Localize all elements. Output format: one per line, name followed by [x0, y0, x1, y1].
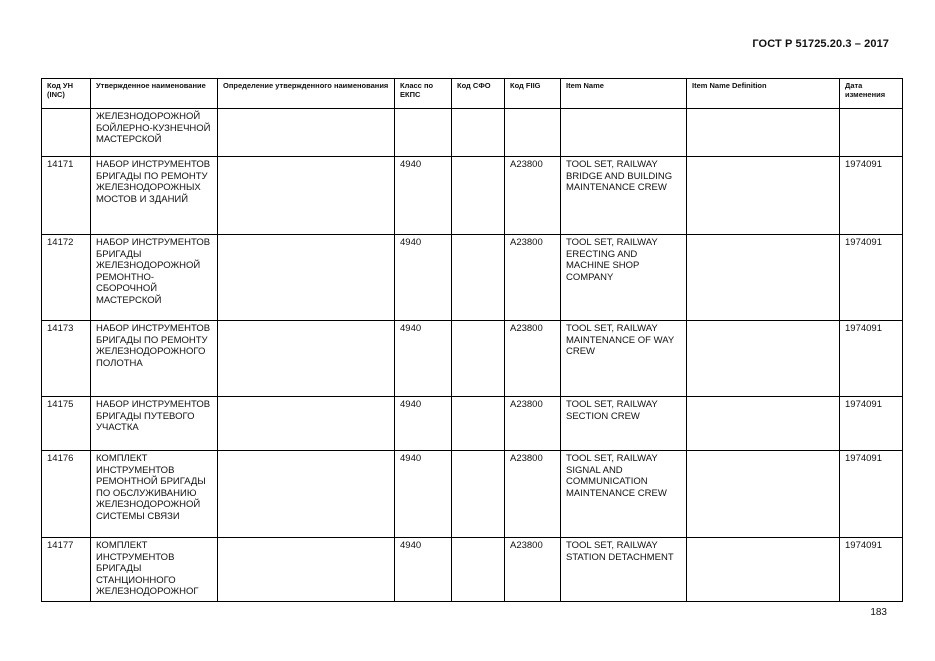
cell-name: ЖЕЛЕЗНОДОРОЖНОЙ БОЙЛЕРНО-КУЗНЕЧНОЙ МАСТЕРСКОЙ: [91, 109, 218, 157]
cell-inc: 14172: [42, 235, 91, 321]
cell-name: КОМПЛЕКТ ИНСТРУМЕНТОВ БРИГАДЫ СТАНЦИОННОГО ЖЕЛЕЗНОДОРОЖНОГ: [91, 538, 218, 602]
cell-inc: 14171: [42, 157, 91, 235]
cell-item-definition: [687, 157, 840, 235]
table-row: [42, 321, 903, 397]
cell-name: НАБОР ИНСТРУМЕНТОВ БРИГАДЫ ПУТЕВОГО УЧАСТКА: [91, 397, 218, 451]
cell-inc: 14173: [42, 321, 91, 397]
cell-item-name: TOOL SET, RAILWAY SIGNAL AND COMMUNICATION MAINTENANCE CREW: [561, 451, 687, 538]
cell-item-name: TOOL SET, RAILWAY ERECTING AND MACHINE SHOP COMPANY: [561, 235, 687, 321]
cell-item-name: TOOL SET, RAILWAY MAINTENANCE OF WAY CREW: [561, 321, 687, 397]
cell-definition: [218, 235, 395, 321]
cell-item-name: TOOL SET, RAILWAY BRIDGE AND BUILDING MAINTENANCE CREW: [561, 157, 687, 235]
cell-sfo: [452, 235, 505, 321]
cell-name: НАБОР ИНСТРУМЕНТОВ БРИГАДЫ ПО РЕМОНТУ ЖЕЛЕЗНОДОРОЖНЫХ МОСТОВ И ЗДАНИЙ: [91, 157, 218, 235]
cell-definition: [218, 397, 395, 451]
cell-date: 1974091: [840, 157, 903, 235]
cell-ekps: 4940: [395, 321, 452, 397]
col-header-date: Дата изменения: [840, 79, 903, 109]
cell-fiig: A23800: [505, 157, 561, 235]
cell-item-name: TOOL SET, RAILWAY STATION DETACHMENT: [561, 538, 687, 602]
table-row: [42, 538, 903, 602]
cell-definition: [218, 157, 395, 235]
cell-fiig: A23800: [505, 451, 561, 538]
col-header-sfo: Код СФО: [452, 79, 505, 109]
table-row: [42, 157, 903, 235]
cell-ekps: 4940: [395, 451, 452, 538]
cell-definition: [218, 538, 395, 602]
cell-definition: [218, 321, 395, 397]
cell-definition: [218, 109, 395, 157]
col-header-item-name: Item Name: [561, 79, 687, 109]
cell-ekps: [395, 109, 452, 157]
cell-item-definition: [687, 235, 840, 321]
cell-definition: [218, 451, 395, 538]
cell-fiig: A23800: [505, 321, 561, 397]
cell-inc: [42, 109, 91, 157]
cell-item-definition: [687, 109, 840, 157]
table-row: [42, 109, 903, 157]
cell-date: 1974091: [840, 397, 903, 451]
cell-sfo: [452, 321, 505, 397]
cell-sfo: [452, 157, 505, 235]
cell-inc: 14177: [42, 538, 91, 602]
col-header-fiig: Код FIIG: [505, 79, 561, 109]
cell-date: 1974091: [840, 321, 903, 397]
cell-item-definition: [687, 451, 840, 538]
cell-inc: 14176: [42, 451, 91, 538]
cell-item-definition: [687, 321, 840, 397]
cell-sfo: [452, 451, 505, 538]
cell-name: КОМПЛЕКТ ИНСТРУМЕНТОВ РЕМОНТНОЙ БРИГАДЫ ПО ОБСЛУЖИВАНИЮ ЖЕЛЕЗНОДОРОЖНОЙ СИСТЕМЫ СВЯЗИ: [91, 451, 218, 538]
cell-sfo: [452, 538, 505, 602]
cell-name: НАБОР ИНСТРУМЕНТОВ БРИГАДЫ ПО РЕМОНТУ ЖЕЛЕЗНОДОРОЖНОГО ПОЛОТНА: [91, 321, 218, 397]
cell-ekps: 4940: [395, 538, 452, 602]
cell-sfo: [452, 109, 505, 157]
table-row: [42, 451, 903, 538]
table-row: [42, 235, 903, 321]
cell-inc: 14175: [42, 397, 91, 451]
col-header-name: Утвержденное наименование: [91, 79, 218, 109]
cell-date: [840, 109, 903, 157]
document-code: ГОСТ Р 51725.20.3 – 2017: [752, 38, 889, 50]
cell-date: 1974091: [840, 538, 903, 602]
cell-fiig: A23800: [505, 538, 561, 602]
col-header-ekps: Класс по ЕКПС: [395, 79, 452, 109]
page-number: 183: [870, 607, 887, 618]
cell-ekps: 4940: [395, 157, 452, 235]
cell-fiig: [505, 109, 561, 157]
cell-item-name: [561, 109, 687, 157]
cell-date: 1974091: [840, 235, 903, 321]
table-header-row: [42, 79, 903, 109]
cell-date: 1974091: [840, 451, 903, 538]
cell-item-definition: [687, 538, 840, 602]
cell-fiig: A23800: [505, 397, 561, 451]
col-header-item-definition: Item Name Definition: [687, 79, 840, 109]
cell-ekps: 4940: [395, 235, 452, 321]
cell-ekps: 4940: [395, 397, 452, 451]
cell-sfo: [452, 397, 505, 451]
cell-item-name: TOOL SET, RAILWAY SECTION CREW: [561, 397, 687, 451]
cell-name: НАБОР ИНСТРУМЕНТОВ БРИГАДЫ ЖЕЛЕЗНОДОРОЖНОЙ РЕМОНТНО-СБОРОЧНОЙ МАСТЕРСКОЙ: [91, 235, 218, 321]
col-header-inc: Код УН (INC): [42, 79, 91, 109]
table-row: [42, 397, 903, 451]
cell-fiig: A23800: [505, 235, 561, 321]
cell-item-definition: [687, 397, 840, 451]
col-header-definition: Определение утвержденного наименования: [218, 79, 395, 109]
items-table: [41, 78, 903, 602]
